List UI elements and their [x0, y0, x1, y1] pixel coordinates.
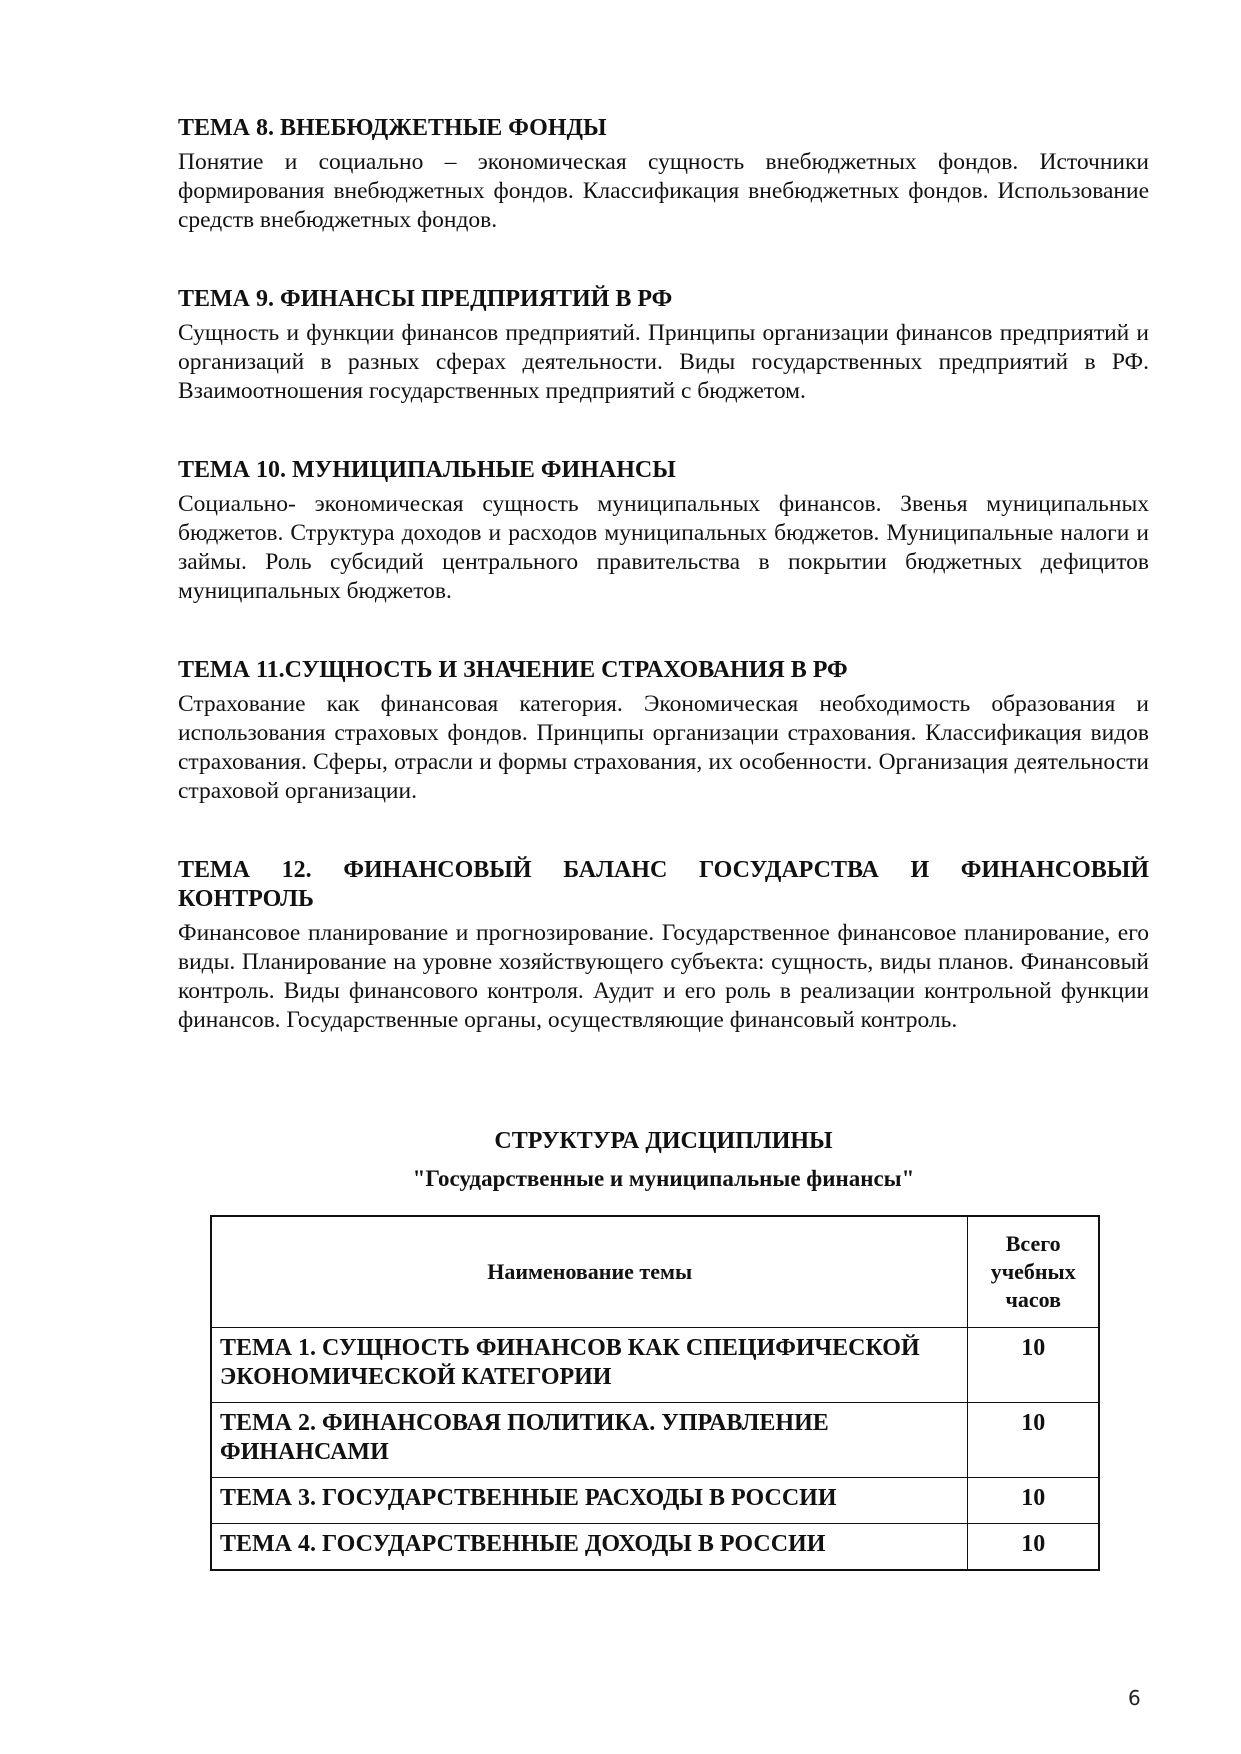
- topic-cell: [211, 1328, 968, 1403]
- table-row: [211, 1328, 1099, 1403]
- section-body: Страхование как финансовая категория. Экономическая необходимость образования и использования страховых фондов. Принципы организации страхования. Классификация видов страхования. Сферы, отрасли и формы страхования, их особенности. Организация деятельности страховой организации.: [178, 691, 1149, 804]
- topic-section-9: [178, 285, 1149, 406]
- table-header-row: [211, 1216, 1099, 1328]
- topic-line: ЭКОНОМИЧЕСКОЙ КАТЕГОРИИ: [220, 1364, 612, 1390]
- hours-cell: 10: [968, 1478, 1099, 1524]
- section-body: Сущность и функции финансов предприятий. Принципы организации финансов предприятий и организаций в разных сферах деятельности. Виды государственных предприятий в РФ. Взаимоотношения государственных предприятий с бюджетом.: [178, 320, 1149, 404]
- discipline-structure-table: [210, 1215, 1100, 1571]
- section-body: Понятие и социально – экономическая сущность внебюджетных фондов. Источники формирования внебюджетных фондов. Классификация внебюджетных фондов. Использование средств внебюджетных фондов.: [178, 149, 1149, 233]
- topic-line: ТЕМА 2. ФИНАНСОВАЯ ПОЛИТИКА. УПРАВЛЕНИЕ: [220, 1410, 829, 1436]
- topics-content: [178, 114, 1149, 1085]
- section-heading: ТЕМА 9. ФИНАНСЫ ПРЕДПРИЯТИЙ В РФ: [178, 286, 673, 312]
- table-row: [211, 1478, 1099, 1524]
- structure-title: СТРУКТУРА ДИСЦИПЛИНЫ: [494, 1128, 833, 1154]
- table-row: [211, 1403, 1099, 1478]
- hours-cell: 10: [968, 1524, 1099, 1571]
- hours-cell: 10: [968, 1403, 1099, 1478]
- structure-subtitle: "Государственные и муниципальные финансы": [412, 1166, 915, 1191]
- section-heading-line: ТЕМА 12. ФИНАНСОВЫЙ БАЛАНС ГОСУДАРСТВА И ФИНАНСОВЫЙ: [178, 857, 1149, 883]
- page-number: 6: [1128, 1686, 1141, 1710]
- table-row: [211, 1524, 1099, 1571]
- section-heading: ТЕМА 8. ВНЕБЮДЖЕТНЫЕ ФОНДЫ: [178, 115, 607, 141]
- section-heading: [178, 856, 1149, 914]
- topic-section-8: [178, 114, 1149, 235]
- topic-cell: ТЕМА 4. ГОСУДАРСТВЕННЫЕ ДОХОДЫ В РОССИИ: [211, 1524, 968, 1571]
- section-body: Социально- экономическая сущность муниципальных финансов. Звенья муниципальных бюджетов. Структура доходов и расходов муниципальных бюджетов. Муниципальные налоги и займы. Роль субсидий центрального правительства в покрытии бюджетных дефицитов муниципальных бюджетов.: [178, 491, 1149, 604]
- header-hours-line: часов: [1005, 1287, 1061, 1312]
- header-hours-line: Всего: [1005, 1231, 1061, 1256]
- topic-cell: [211, 1403, 968, 1478]
- topic-line: ТЕМА 1. СУЩНОСТЬ ФИНАНСОВ КАК СПЕЦИФИЧЕСКОЙ: [220, 1335, 920, 1361]
- header-hours-line: учебных: [990, 1259, 1076, 1284]
- topic-section-12: [178, 856, 1149, 1035]
- topic-section-10: [178, 456, 1149, 606]
- topic-section-11: [178, 656, 1149, 806]
- header-topic-name: Наименование темы: [211, 1216, 968, 1328]
- topic-cell: ТЕМА 3. ГОСУДАРСТВЕННЫЕ РАСХОДЫ В РОССИИ: [211, 1478, 968, 1524]
- hours-cell: 10: [968, 1328, 1099, 1403]
- section-heading: ТЕМА 10. МУНИЦИПАЛЬНЫЕ ФИНАНСЫ: [178, 457, 676, 483]
- section-heading: ТЕМА 11.СУЩНОСТЬ И ЗНАЧЕНИЕ СТРАХОВАНИЯ В РФ: [178, 657, 848, 683]
- section-body: Финансовое планирование и прогнозирование. Государственное финансовое планирование, его виды. Планирование на уровне хозяйствующего субъекта: сущность, виды планов. Финансовый контроль. Виды финансового контроля. Аудит и его роль в реализации контрольной функции финансов. Государственные органы, осуществляющие финансовый контроль.: [178, 920, 1149, 1033]
- structure-header: [178, 1127, 1149, 1193]
- section-heading-line: КОНТРОЛЬ: [178, 886, 314, 912]
- header-total-hours: [968, 1216, 1099, 1328]
- topic-line: ФИНАНСАМИ: [220, 1439, 389, 1465]
